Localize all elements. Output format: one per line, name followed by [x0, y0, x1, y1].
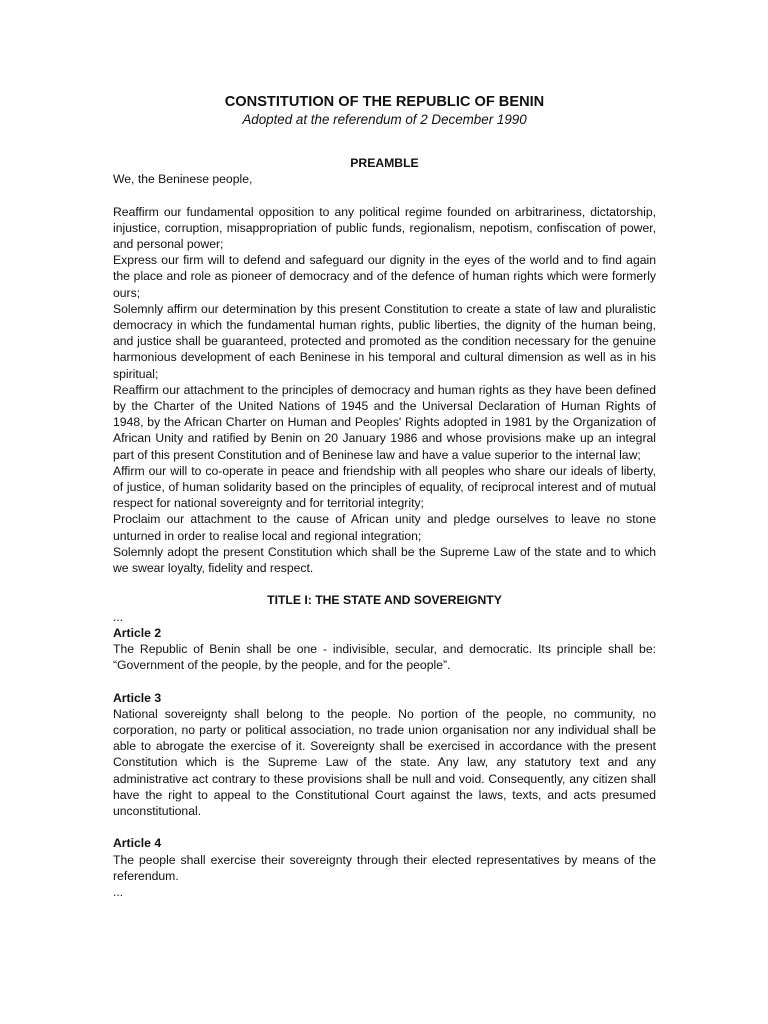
- document-subtitle: Adopted at the referendum of 2 December 1990: [242, 112, 527, 127]
- preamble-paragraph: Solemnly adopt the present Constitution which shall be the Supreme Law of the state and to which we swear loyalty, fidelity and respect.: [113, 544, 656, 576]
- article-4-text: The people shall exercise their sovereignty through their elected representatives by means of the referendum.: [113, 852, 656, 883]
- title-i-heading: TITLE I: THE STATE AND SOVEREIGNTY: [267, 593, 502, 608]
- preamble-paragraph: Reaffirm our attachment to the principles of democracy and human rights as they have been defined by the Charter of the United Nations of 1945 and the Universal Declaration of Human Rights of 1948, by the African Charter on Human and Peoples' Rights adopted in 1981 by the Organization of African Unity and ratified by Benin on 20 January 1986 and whose provisions make up an integral part of this present Constitution and of Beninese law and have a value superior to the internal law;: [113, 382, 656, 462]
- article-3-heading: Article 3: [113, 690, 162, 705]
- preamble-intro: We, the Beninese people,: [113, 172, 253, 187]
- preamble-paragraph: Solemnly affirm our determination by this present Constitution to create a state of law and pluralistic democracy in which the fundamental human rights, public liberties, the dignity of the human being, and justice shall be guaranteed, protected and promoted as the condition necessary for the genuine harmonious development of each Beninese in his temporal and cultural dimension as well as in his spiritual;: [113, 301, 656, 381]
- omission-ellipsis: ...: [113, 885, 124, 900]
- omission-ellipsis: ...: [113, 609, 124, 624]
- spacer: [113, 576, 656, 592]
- document-title: CONSTITUTION OF THE REPUBLIC OF BENIN: [224, 94, 545, 110]
- preamble-paragraph: Proclaim our attachment to the cause of African unity and pledge ourselves to leave no stone unturned in order to realise local and regional integration;: [113, 512, 656, 543]
- preamble-paragraph: Express our firm will to defend and safeguard our dignity in the eyes of the world and to find again the place and role as pioneer of democracy and of the defence of human rights which were formerly ours;: [113, 253, 656, 300]
- spacer: [113, 187, 656, 203]
- preamble-paragraph: Reaffirm our fundamental opposition to any political regime founded on arbitrariness, dictatorship, injustice, corruption, misappropriation of public funds, regionalism, nepotism, confiscation of power, and personal power;: [113, 204, 656, 251]
- article-2-text: The Republic of Benin shall be one - indivisible, secular, and democratic. Its principle shall be: “Government of the people, by the people, and for the people”.: [113, 642, 656, 673]
- preamble-paragraph: Affirm our will to co-operate in peace and friendship with all peoples who share our ideals of liberty, of justice, of human solidarity based on the principles of equality, of reciprocal interest and of mutual respect for national sovereignty and for territorial integrity;: [113, 463, 656, 511]
- document-page: [113, 93, 656, 900]
- article-4-heading: Article 4: [113, 836, 162, 851]
- preamble-heading: PREAMBLE: [350, 156, 419, 170]
- spacer: [113, 819, 656, 835]
- article-3-text: National sovereignty shall belong to the people. No portion of the people, no community, no corporation, no party or political association, no trade union organisation nor any individual shall be able to abrogate the exercise of it. Sovereignty shall be exercised in accordance with the present Constitution which is the Supreme Law of the state. Any law, any statutory text and any administrative act contrary to these provisions shall be null and void. Consequently, any citizen shall have the right to appeal to the Constitutional Court against the laws, texts, and acts presumed unconstitutional.: [113, 706, 656, 819]
- spacer: [113, 673, 656, 689]
- article-2-heading: Article 2: [113, 625, 162, 640]
